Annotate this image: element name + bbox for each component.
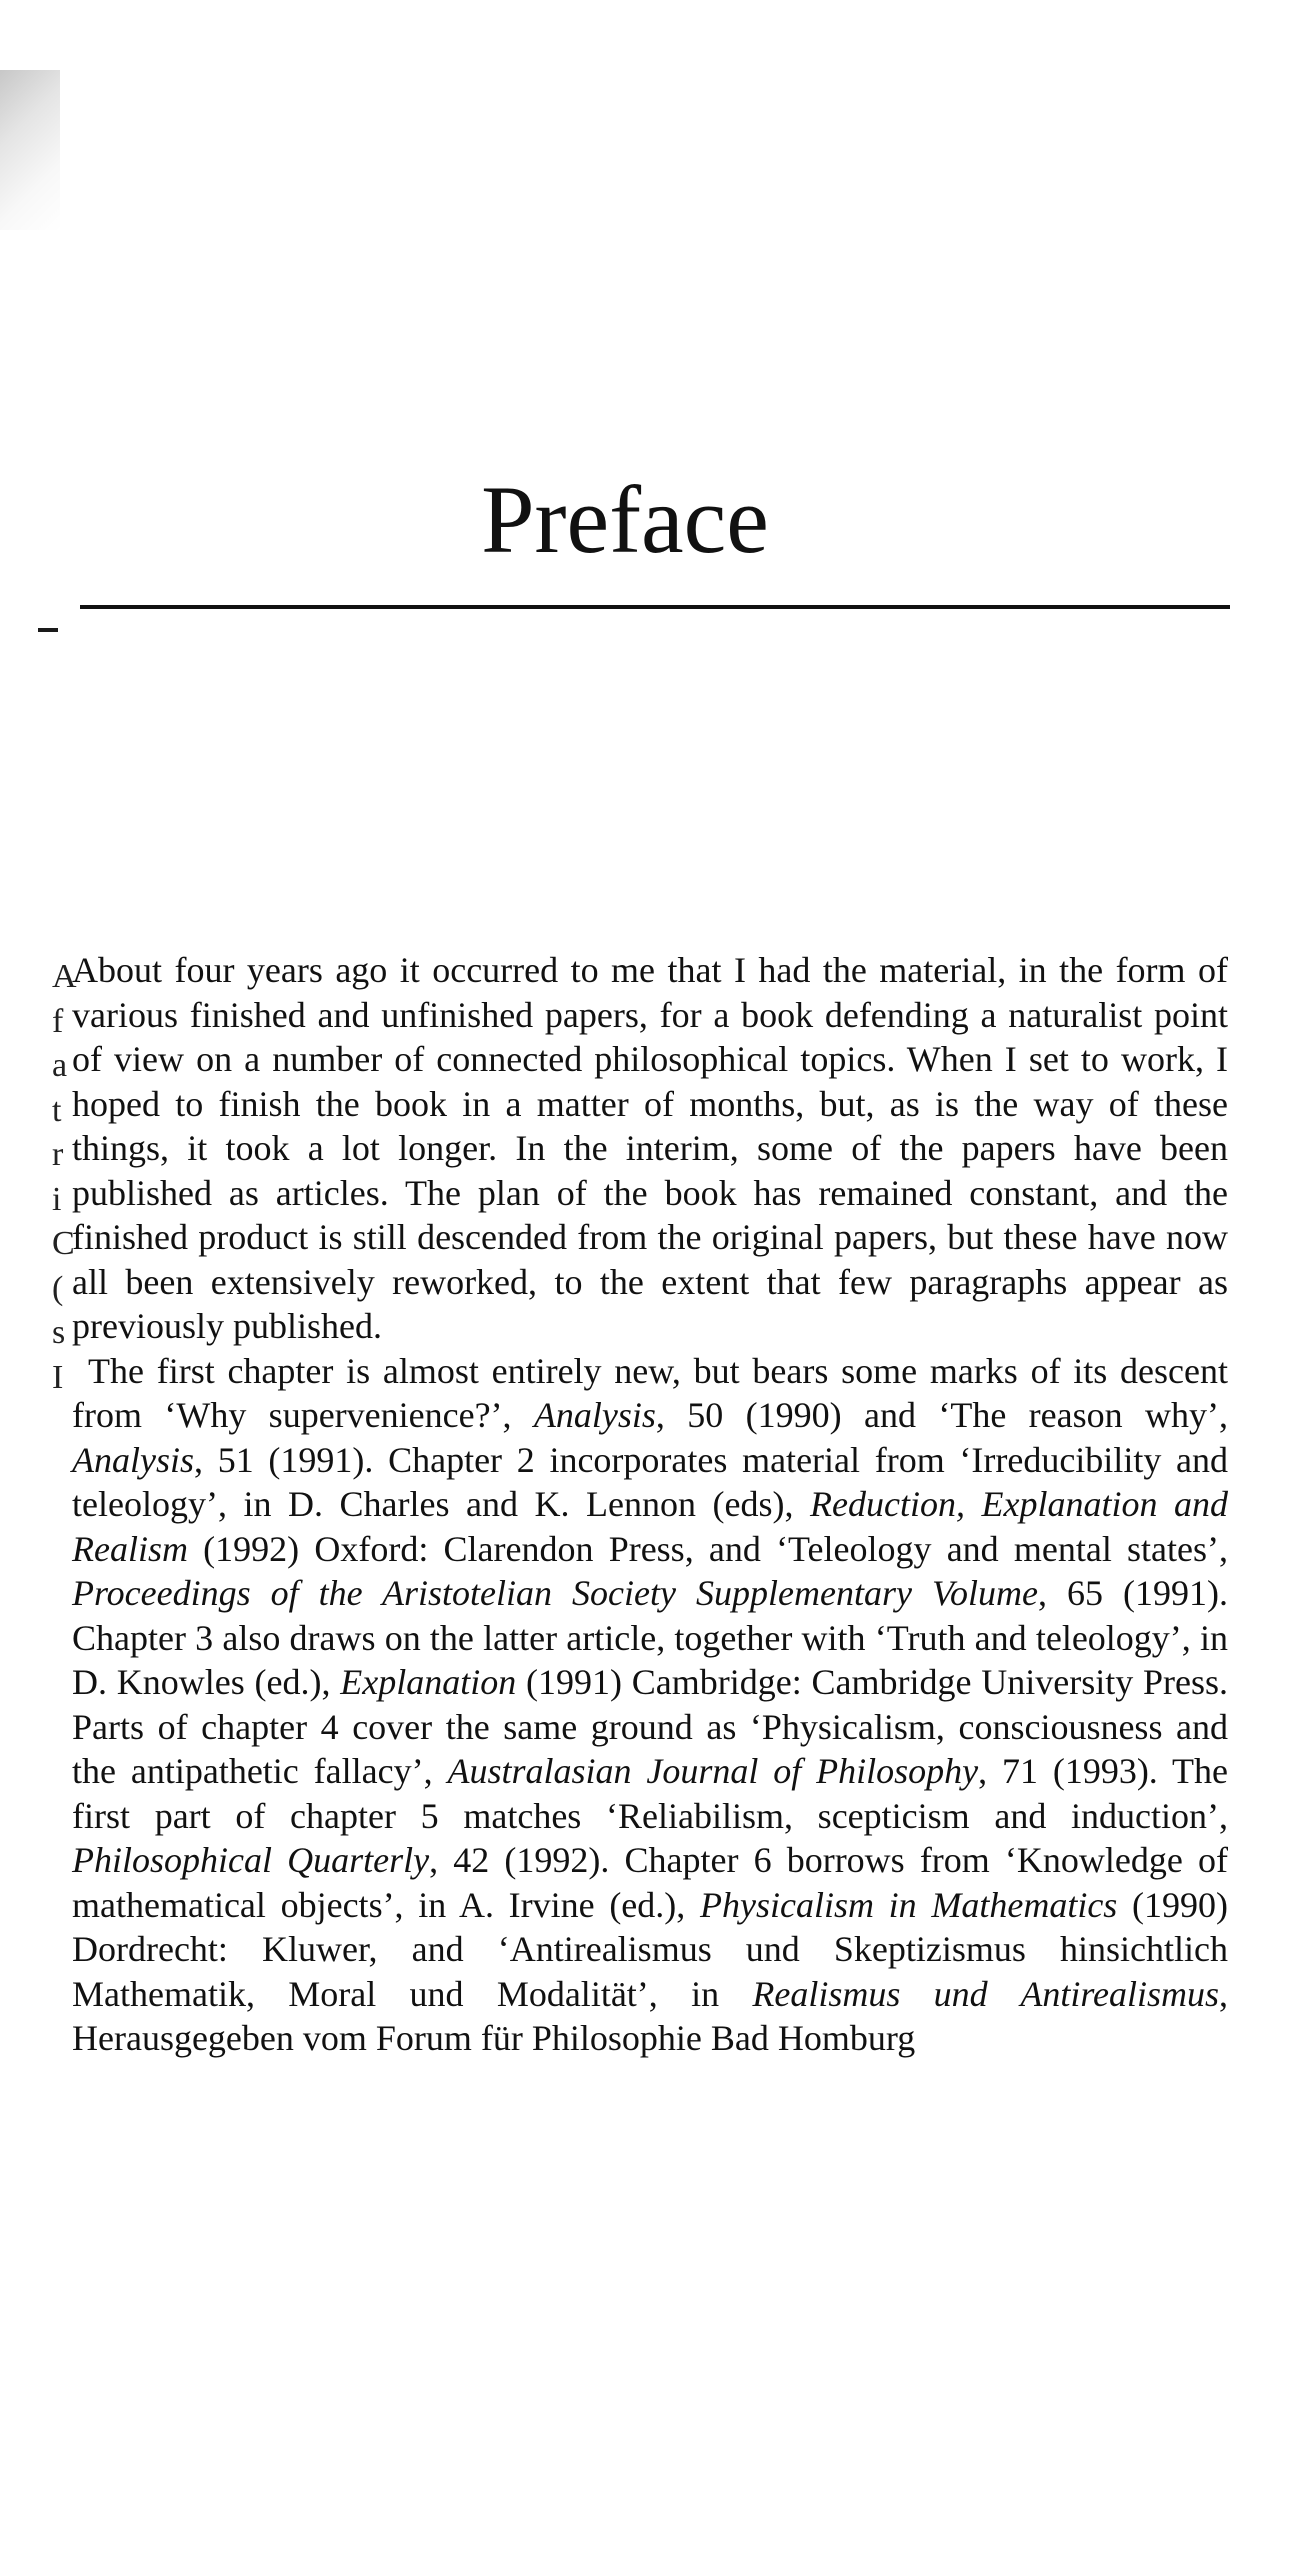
text-run: (1991) Cambridge: Cambridge University Press. Parts of chapter 4 cover the same ground as ‘Physicalism, consciousness and the antipathetic fallacy’, [72,1662,1228,1791]
text-run: , 65 (1991). Chapter 3 also draws on the latter article, together with ‘Truth and teleology’, in D. Knowles (ed.), [72,1573,1228,1702]
margin-letter: s [52,1314,66,1351]
text-run: The first chapter is almost entirely new, but bears some marks of its descent from ‘Why supervenience?’, [72,1350,1228,1435]
text-run: , 42 (1992). Chapter 6 borrows from ‘Knowledge of mathematical objects’, in A. Irvine (ed.), [72,1840,1228,1925]
margin-letter: t [52,1091,62,1129]
italic-title-run: Reduction, Explanation and Realism [72,1484,1228,1569]
preface-body [72,948,1228,2061]
text-run: (1990) Dordrecht: Kluwer, and ‘Antirealismus und Skeptizismus hinsichtlich Mathematik, Moral und Modalität’, in [72,1884,1228,2014]
margin-letter: A [52,958,77,995]
scan-smudge [0,70,60,230]
paragraph-2 [72,1349,1228,2061]
italic-title-run: Philosophical Quarterly [72,1840,430,1880]
italic-title-run: Realismus und Antirealismus [752,1973,1219,2014]
margin-letter: C [52,1225,75,1262]
margin-letter: r [52,1136,64,1173]
italic-title-run: Australasian Journal of Philosophy [447,1751,979,1791]
margin-letter: a [52,1047,68,1084]
title-rule [80,605,1230,609]
margin-letter: i [52,1180,62,1218]
text-run: , Herausgegeben vom Forum für Philosophie Bad Homburg [72,1973,1228,2058]
italic-title-run: Analysis [533,1395,656,1435]
text-run: , 71 (1993). The first part of chapter 5 matches ‘Reliabilism, scepticism and induction’, [72,1751,1228,1836]
paragraph-1: About four years ago it occurred to me that I had the material, in the form of various finished and unfinished papers, for a book defending a naturalist point of view on a number of connected philosophical topics. When I set to work, I hoped to finish the book in a matter of months, but, as is the way of these things, it took a lot longer. In the interim, some of the papers have been published as articles. The plan of the book has remained constant, and the finished product is still descended from the original papers, but these have now all been extensively reworked, to the extent that few paragraphs appear as previously published. [72,950,1228,1346]
margin-letter: ( [52,1269,64,1307]
margin-letter: I [52,1358,64,1396]
text-run: (1992) Oxford: Clarendon Press, and ‘Teleology and mental states’, [187,1528,1228,1569]
page-title: Preface [481,466,769,573]
italic-title-run: Proceedings of the Aristotelian Society Supplementary Volume [72,1573,1038,1613]
margin-letter: f [52,1002,64,1040]
text-run: , 51 (1991). Chapter 2 incorporates material from ‘Irreducibility and teleology’, in D. Charles and K. Lennon (eds), [72,1439,1228,1524]
italic-title-run: Physicalism in Mathematics [699,1884,1118,1925]
text-run: , 50 (1990) and ‘The reason why’, [655,1395,1228,1435]
italic-title-run: Analysis [72,1439,194,1480]
italic-title-run: Explanation [340,1662,517,1702]
margin-mark [38,628,58,632]
